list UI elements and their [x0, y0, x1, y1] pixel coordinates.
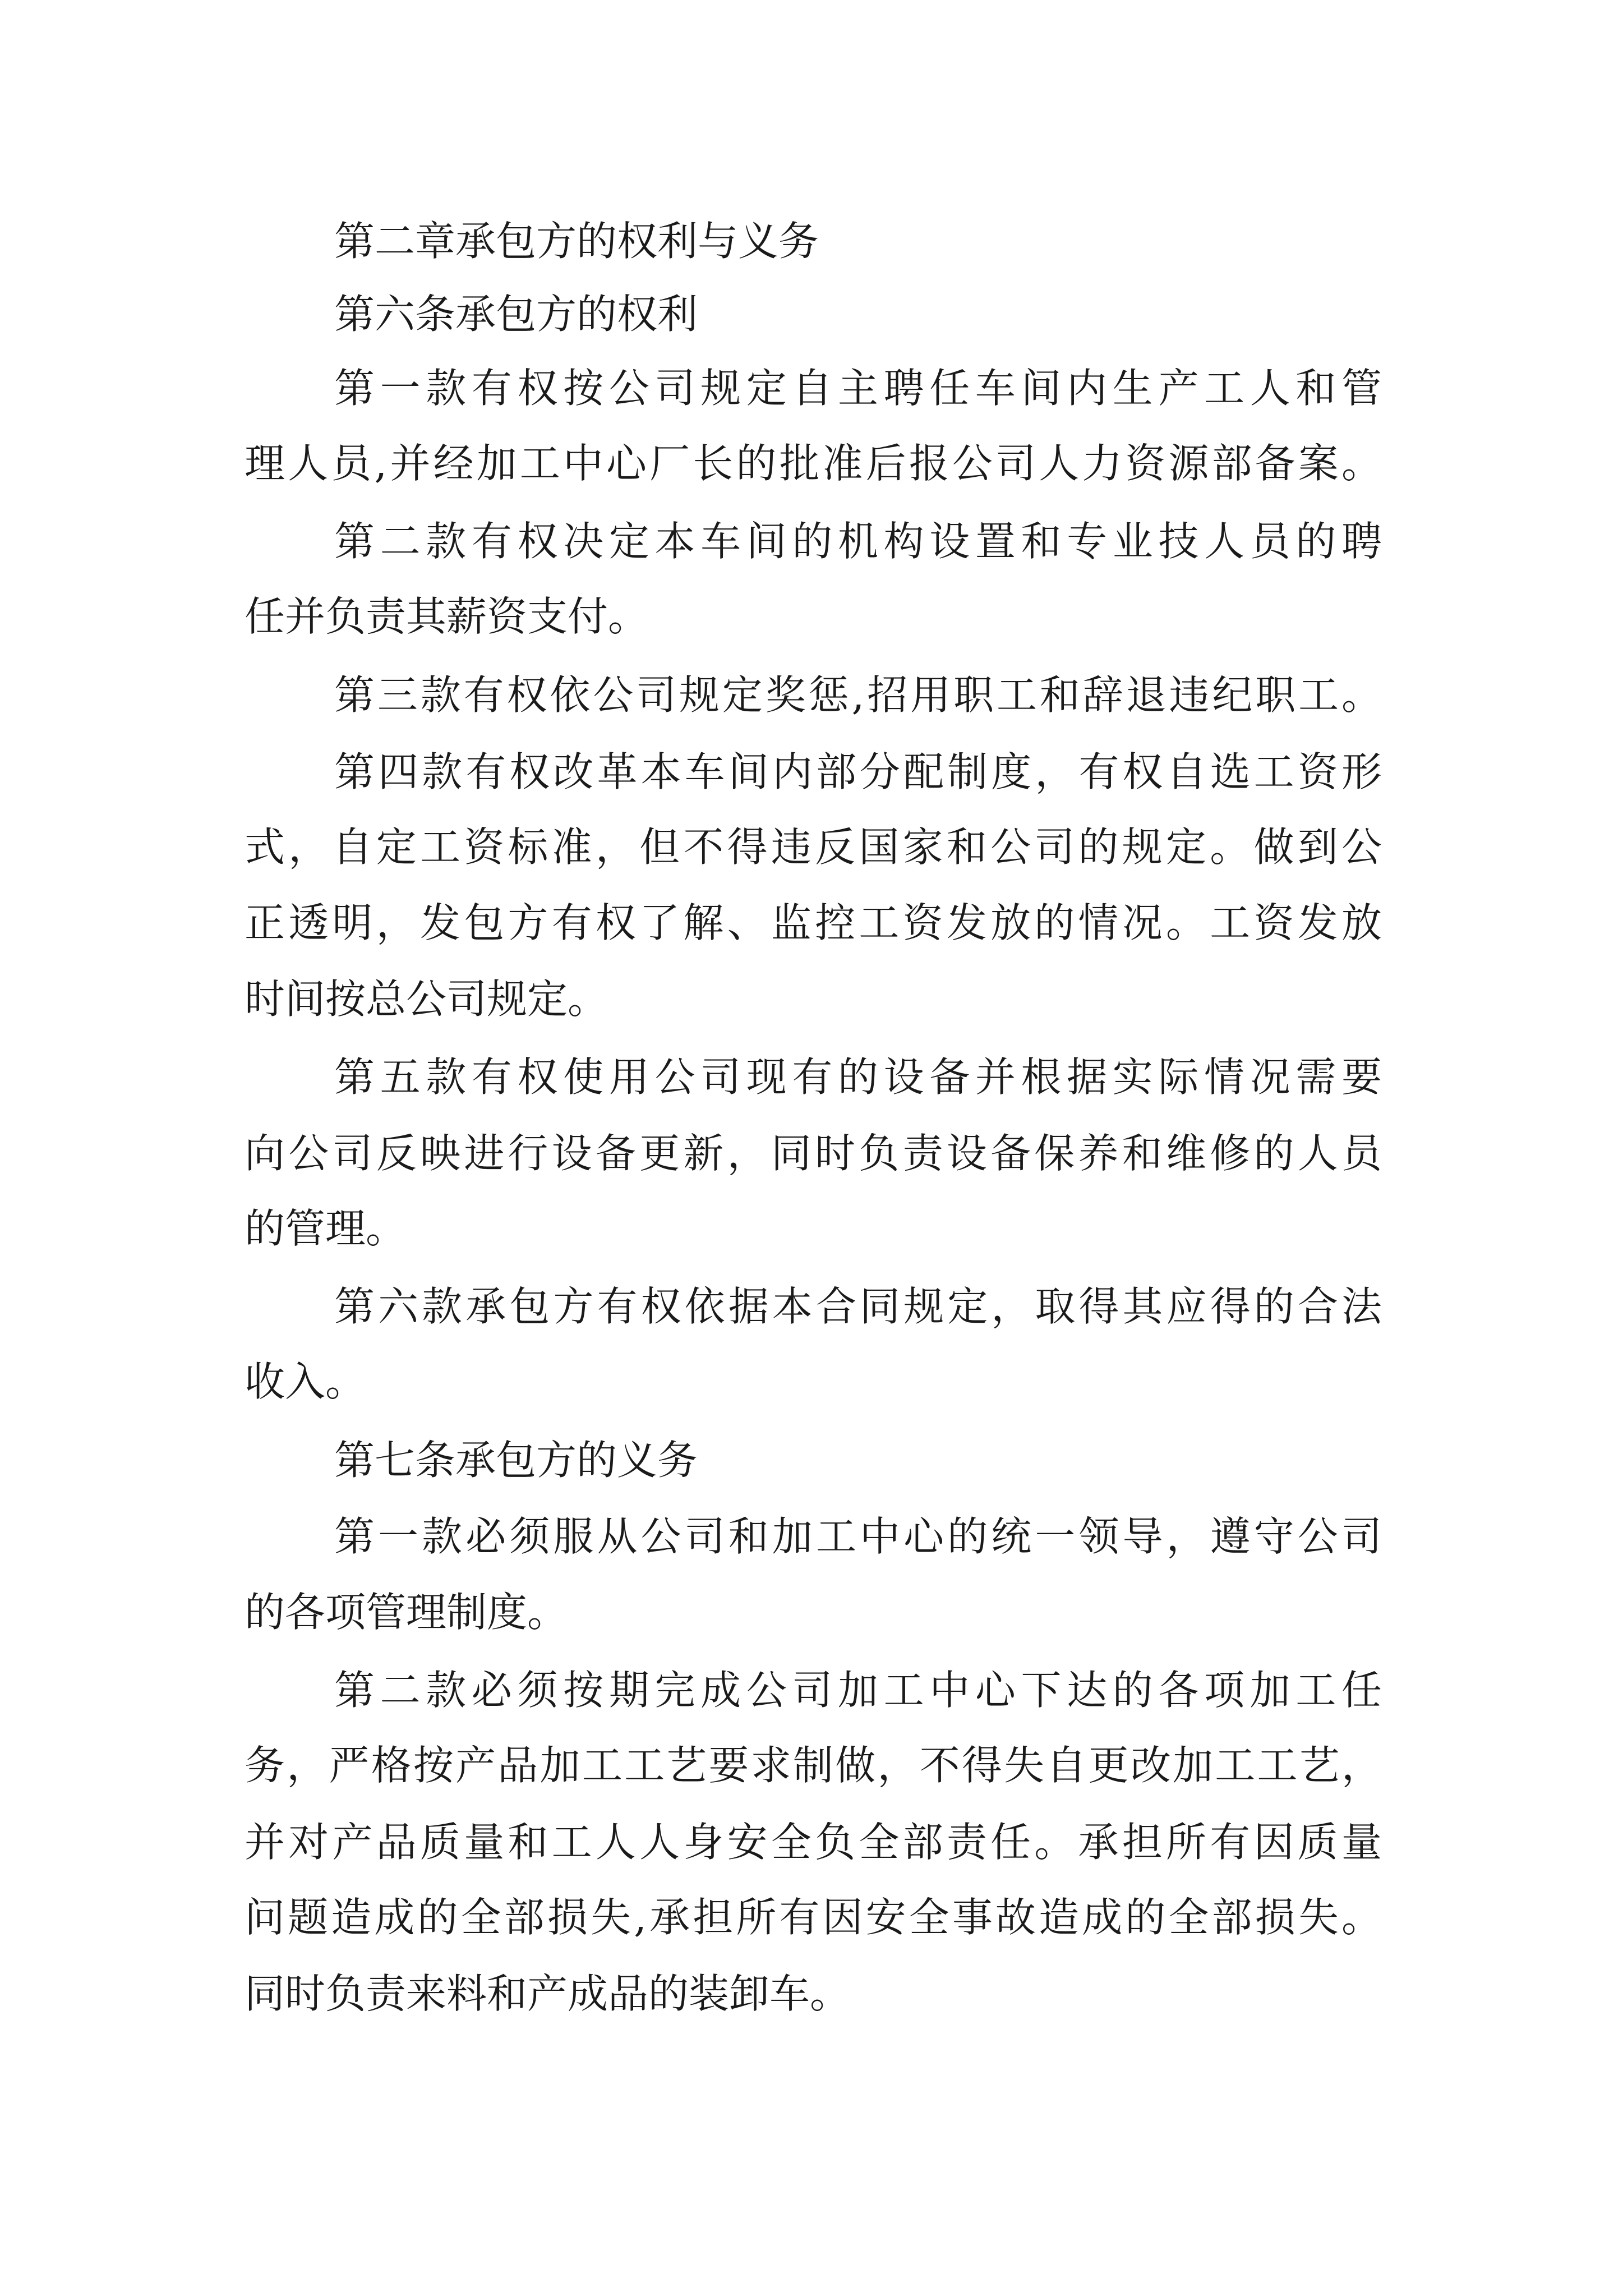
article-6-clause-1-line-2: 理人员,并经加工中心厂长的批准后报公司人力资源部备案。 — [245, 443, 1382, 487]
article-6-clause-3-line-1: 第三款有权依公司规定奖惩,招用职工和辞退违纪职工。 — [334, 675, 1382, 719]
article-6-clause-6-line-2: 收入。 — [245, 1358, 366, 1405]
article-6-clause-4-line-1: 第四款有权改革本车间内部分配制度，有权自选工资形 — [334, 752, 1382, 795]
article-6-heading: 第六条承包方的权利 — [334, 291, 698, 338]
article-6-clause-5-line-2: 向公司反映进行设备更新，同时负责设备保养和维修的人员 — [245, 1133, 1382, 1177]
chapter-heading: 第二章承包方的权利与义务 — [334, 218, 819, 265]
article-6-clause-6-line-1: 第六款承包方有权依据本合同规定，取得其应得的合法 — [334, 1286, 1382, 1330]
article-6-clause-2-line-1: 第二款有权决定本车间的机构设置和专业技人员的聘 — [334, 521, 1382, 565]
article-6-clause-4-line-3: 正透明，发包方有权了解、监控工资发放的情况。工资发放 — [245, 903, 1382, 946]
article-6-clause-1-line-1: 第一款有权按公司规定自主聘任车间内生产工人和管 — [334, 368, 1382, 412]
article-7-clause-2-line-2: 务，严格按产品加工工艺要求制做，不得失自更改加工工艺， — [245, 1745, 1382, 1789]
article-7-clause-2-line-4: 问题造成的全部损失,承担所有因安全事故造成的全部损失。 — [245, 1897, 1382, 1941]
article-6-clause-4-line-4: 时间按总公司规定。 — [245, 976, 608, 1023]
article-7-clause-2-line-5: 同时负责来料和产成品的装卸车。 — [245, 1970, 851, 2017]
article-7-clause-2-line-3: 并对产品质量和工人人身安全负全部责任。承担所有因质量 — [245, 1822, 1382, 1866]
article-7-clause-2-line-1: 第二款必须按期完成公司加工中心下达的各项加工任 — [334, 1670, 1382, 1714]
article-7-clause-1-line-1: 第一款必须服从公司和加工中心的统一领导，遵守公司 — [334, 1516, 1382, 1560]
article-7-heading: 第七条承包方的义务 — [334, 1437, 698, 1484]
article-6-clause-2-line-2: 任并负责其薪资支付。 — [245, 593, 649, 640]
article-7-clause-1-line-2: 的各项管理制度。 — [245, 1589, 568, 1636]
article-6-clause-5-line-3: 的管理。 — [245, 1205, 407, 1252]
article-6-clause-5-line-1: 第五款有权使用公司现有的设备并根据实际情况需要 — [334, 1057, 1382, 1101]
article-6-clause-4-line-2: 式，自定工资标准，但不得违反国家和公司的规定。做到公 — [245, 827, 1382, 871]
